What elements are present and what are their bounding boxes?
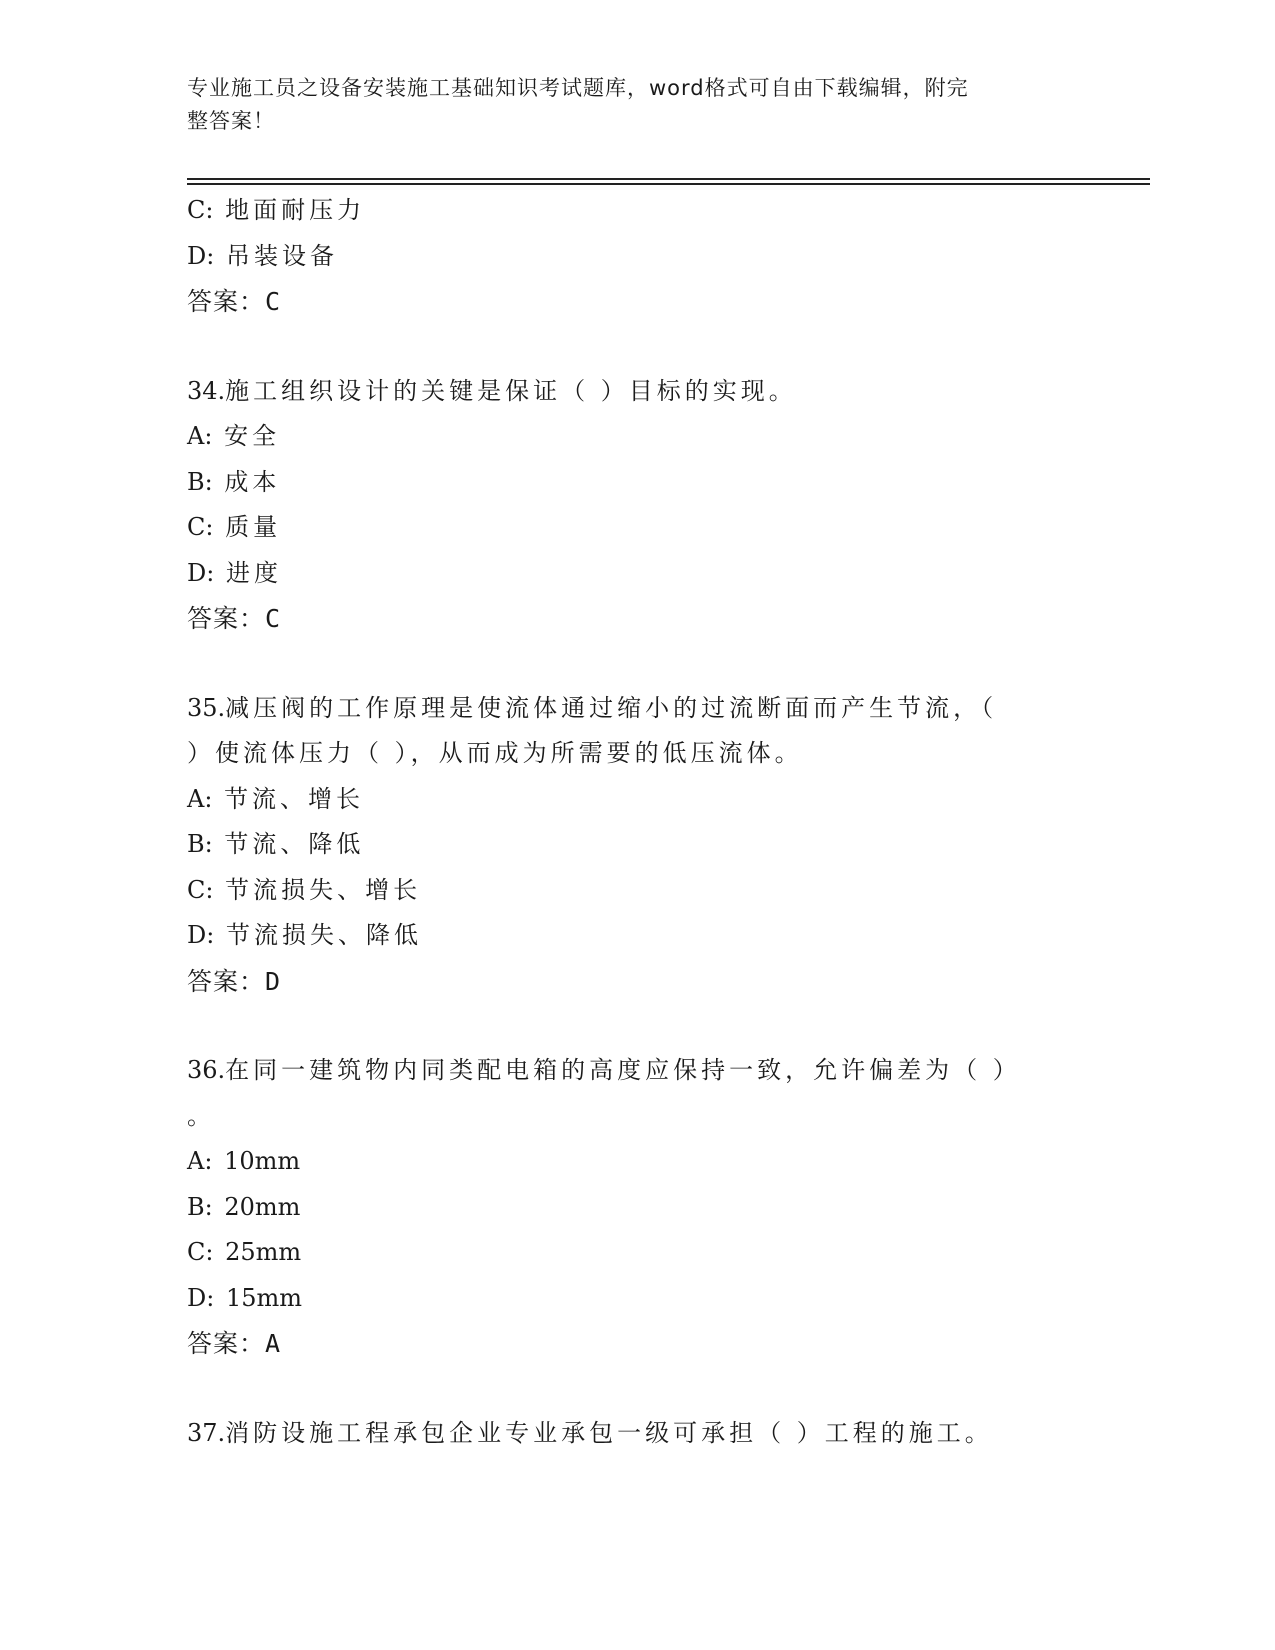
question-text: 减压阀的工作原理是使流体通过缩小的过流断面而产生节流，（ [225, 693, 998, 722]
option-key: A: [187, 422, 213, 450]
option-key: D: [187, 558, 215, 587]
option-text: 进度 [225, 558, 282, 587]
answer-line [187, 1321, 1087, 1367]
option-c [187, 1230, 1087, 1276]
question-text-line [187, 1094, 1087, 1140]
header-divider-top [187, 178, 1150, 180]
option-text: 成本 [224, 467, 281, 496]
option-key: B: [187, 1192, 213, 1221]
option-b [187, 822, 1087, 868]
option-c [187, 868, 1087, 914]
question-text-line [187, 686, 1087, 732]
option-key: A: [187, 784, 213, 813]
header-divider-bottom [187, 183, 1150, 185]
answer-label: 答案： [187, 604, 266, 633]
answer-label: 答案： [187, 287, 266, 316]
option-text: 吊装设备 [225, 241, 338, 270]
answer-value: A [265, 1329, 282, 1358]
question-text-line [187, 369, 1087, 415]
question-text: 施工组织设计的关键是保证（ ）目标的实现。 [225, 376, 797, 405]
option-text: 10mm [224, 1147, 301, 1175]
option-d [187, 551, 1087, 597]
question-number: 37. [187, 1418, 226, 1447]
option-key: B: [187, 830, 213, 858]
option-c [187, 188, 1087, 234]
question-text: 在同一建筑物内同类配电箱的高度应保持一致，允许偏差为（ ） [225, 1056, 1021, 1084]
option-c [187, 505, 1087, 551]
question-number: 35. [187, 693, 226, 722]
answer-label: 答案： [187, 966, 266, 996]
question-text-line [187, 731, 1087, 777]
question-text: 。 [187, 1101, 215, 1130]
answer-value: C [265, 287, 282, 316]
option-text: 节流、增长 [224, 784, 365, 813]
option-b [187, 1185, 1087, 1231]
header-title-line-1: 专业施工员之设备安装施工基础知识考试题库，word格式可自由下载编辑，附完 [187, 76, 969, 100]
option-text: 节流、降低 [224, 830, 365, 858]
question-number: 36. [187, 1056, 226, 1084]
question-text: 消防设施工程承包企业专业承包一级可承担（ ）工程的施工。 [225, 1418, 993, 1447]
option-key: D: [187, 241, 215, 270]
answer-value: C [265, 604, 282, 633]
option-text: 15mm [225, 1283, 303, 1312]
option-text: 20mm [224, 1192, 301, 1221]
option-key: D: [187, 1283, 215, 1312]
option-text: 25mm [225, 1238, 302, 1266]
question-35 [187, 686, 1087, 1005]
option-a [187, 1139, 1087, 1185]
answer-label: 答案： [187, 1329, 266, 1358]
question-text: ）使流体压力（ ），从而成为所需要的低压流体。 [187, 739, 803, 767]
option-d [187, 913, 1087, 959]
document-body [187, 188, 1087, 1456]
option-key: C: [187, 513, 214, 541]
document-header [187, 72, 1067, 138]
answer-line [187, 959, 1087, 1005]
option-key: C: [187, 875, 214, 904]
option-d [187, 1276, 1087, 1322]
option-a [187, 414, 1087, 460]
option-key: D: [187, 921, 215, 949]
option-text: 地面耐压力 [225, 196, 366, 224]
option-key: B: [187, 467, 213, 496]
question-37 [187, 1411, 1087, 1457]
continued-question [187, 188, 1087, 325]
question-number: 34. [187, 376, 226, 405]
header-title-line-2: 整答案！ [187, 109, 275, 133]
question-36 [187, 1048, 1087, 1367]
option-d [187, 234, 1087, 280]
answer-value: D [265, 966, 282, 996]
option-key: A: [187, 1147, 213, 1175]
option-text: 安全 [224, 422, 281, 450]
option-b [187, 460, 1087, 506]
option-text: 质量 [225, 513, 282, 541]
option-key: C: [187, 1238, 214, 1266]
question-text-line [187, 1048, 1087, 1094]
option-text: 节流损失、降低 [225, 921, 422, 949]
option-key: C: [187, 196, 214, 224]
option-text: 节流损失、增长 [225, 875, 422, 904]
option-a [187, 777, 1087, 823]
question-text-line [187, 1411, 1087, 1457]
question-34 [187, 369, 1087, 642]
answer-line [187, 279, 1087, 325]
answer-line [187, 596, 1087, 642]
